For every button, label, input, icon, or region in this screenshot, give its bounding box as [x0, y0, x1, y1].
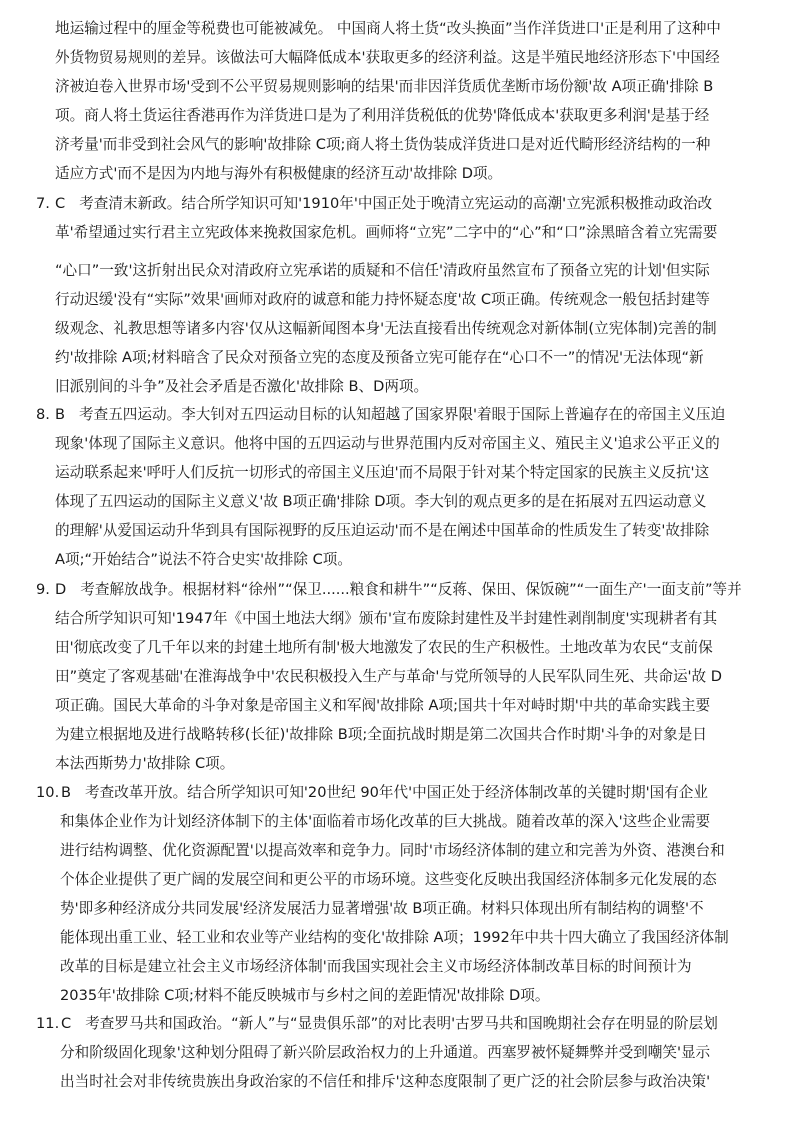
text-line: 外货物贸易规则的差异。该做法可大幅降低成本'获取更多的经济利益。这是半殖民地经济形态下'中国经 [55, 49, 720, 66]
text-line: 考查五四运动。李大钊对五四运动目标的认知超越了国家界限'着眼于国际上普遍存在的帝国主义压迫 [79, 406, 726, 423]
text-line: 考查解放战争。根据材料“徐州”“保卫......粮食和耕牛”“反蒋、保田、保饭碗”“一面生产'一面支前”等并 [80, 581, 742, 598]
text-line: 本法西斯势力'故排除 C项。 [55, 755, 235, 772]
answer-letter: B [61, 784, 72, 801]
text-line: 能体现出重工业、轻工业和农业等产业结构的变化'故排除 A项；1992年中共十四大确立了我国经济体制 [60, 929, 729, 946]
intro-paragraph [55, 14, 767, 188]
text-line: 项。商人将土货运往香港再作为洋货进口是为了利用洋货税低的优势'降低成本'获取更多利润'是基于经 [55, 107, 710, 124]
text-line: 革'希望通过实行君主立宪政体来挽救国家危机。画师将“立宪”二字中的“心”和“口”涂黑暗含着立宪需要 [55, 224, 718, 241]
question-number: 7. [36, 195, 50, 212]
answer-letter: C [55, 195, 66, 212]
text-line: 运动联系起来'呼吁人们反抗一切形式的帝国主义压迫'而不局限于针对某个特定国家的民族主义反抗'这 [55, 464, 710, 481]
text-line: 旧派别间的斗争”及社会矛盾是否激化'故排除 B、D两项。 [55, 378, 429, 395]
answer-letter: D [55, 581, 67, 598]
text-line: 进行结构调整、优化资源配置'以提高效率和竞争力。同时'市场经济体制的建立和完善为外资、港澳台和 [60, 842, 725, 859]
text-line: 和集体企业作为计划经济体制下的主体'面临着市场化改革的巨大挑战。随着改革的深入'这些企业需要 [60, 813, 711, 830]
text-line: 行动迟缓'没有“实际”效果'画师对政府的诚意和能力持怀疑态度'故 C项正确。传统观念一般包括封建等 [55, 291, 710, 308]
text-line: 考查清末新政。结合所学知识可知'1910年'中国正处于晚清立宪运动的高潮'立宪派积极推动政治改 [79, 195, 713, 212]
text-line: 济被迫卷入世界市场'受到不公平贸易规则影响的结果'而非因洋货质优垄断市场份额'故 A项正确'排除 B [55, 78, 714, 95]
text-line: 田'彻底改变了几千年以来的封建土地所有制'极大地激发了农民的生产积极性。土地改革为农民“支前保 [55, 639, 713, 656]
text-line: 结合所学知识可知'1947年《中国土地法大纲》颁布'宣布废除封建性及半封建性剥削制度'实现耕者有其 [55, 610, 718, 627]
question-10 [36, 778, 767, 1010]
question-number: 10. [36, 784, 60, 801]
answer-letter: C [61, 1015, 72, 1032]
text-line: 约'故排除 A项;材料暗含了民众对预备立宪的态度及预备立宪可能存在“心口不一”的情况'无法体现“新 [55, 349, 704, 366]
text-line: A项;“开始结合”说法不符合史实'故排除 C项。 [55, 551, 352, 568]
text-line: 为建立根据地及进行战略转移(长征)'故排除 B项;全面抗战时期是第二次国共合作时期'斗争的对象是日 [55, 726, 707, 743]
question-7 [36, 189, 767, 401]
question-11 [36, 1009, 767, 1096]
text-line: 体现了五四运动的国际主义意义'故 B项正确'排除 D项。李大钊的观点更多的是在拓展对五四运动意义 [55, 493, 707, 510]
text-line: 地运输过程中的厘金等税费也可能被减免。 中国商人将土货“改头换面”当作洋货进口'正是利用了这种中 [55, 20, 721, 37]
text-line: 济考量'而非受到社会风气的影响'故排除 C项;商人将土货伪装成洋货进口是对近代畸形经济结构的一种 [55, 136, 711, 153]
text-line: 级观念、礼教思想等诸多内容'仅从这幅新闻图本身'无法直接看出传统观念对新体制(立宪体制)完善的制 [55, 320, 717, 337]
text-line: 的理解'从爱国运动升华到具有国际视野的反压迫运动'而不是在阐述中国革命的性质发生了转变'故排除 [55, 522, 710, 539]
question-8 [36, 400, 767, 574]
question-number: 8. [36, 406, 50, 423]
text-line: 田”奠定了客观基础'在淮海战争中'农民积极投入生产与革命'与党所领导的人民军队同生死、共命运'故 D [55, 668, 723, 685]
text-line: 分和阶级固化现象'这种划分阻碍了新兴阶层政治权力的上升通道。西塞罗被怀疑舞弊并受到嘲笑'显示 [60, 1044, 711, 1061]
text-line: “心口”一致'这折射出民众对清政府立宪承诺的质疑和不信任'清政府虽然宣布了预备立宪的计划'但实际 [55, 262, 710, 279]
text-line: 项正确。国民大革命的斗争对象是帝国主义和军阀'故排除 A项;国共十年对峙时期'中共的革命实践主要 [55, 697, 711, 714]
text-line: 势'即多种经济成分共同发展'经济发展活力显著增强'故 B项正确。材料只体现出所有制结构的调整'不 [60, 900, 704, 917]
question-number: 11. [36, 1015, 60, 1032]
text-line: 个体企业提供了更广阔的发展空间和更公平的市场环境。这些变化反映出我国经济体制多元化发展的态 [60, 871, 717, 888]
text-line: 考查罗马共和国政治。“新人”与“显贵俱乐部”的对比表明'古罗马共和国晚期社会存在明显的阶层划 [85, 1015, 718, 1032]
text-line: 考查改革开放。结合所学知识可知'20世纪 90年代'中国正处于经济体制改革的关键时期'国有企业 [85, 784, 708, 801]
question-9 [36, 575, 767, 778]
text-line: 适应方式'而不是因为内地与海外有积极健康的经济互动'故排除 D项。 [55, 165, 503, 182]
text-line: 出当时社会对非传统贵族出身政治家的不信任和排斥'这种态度限制了更广泛的社会阶层参与政治决策' [60, 1073, 711, 1090]
answer-letter: B [55, 406, 66, 423]
question-number: 9. [36, 581, 50, 598]
text-line: 2035年'故排除 C项;材料不能反映城市与乡村之间的差距情况'故排除 D项。 [60, 987, 550, 1004]
text-line: 改革的目标是建立社会主义市场经济体制'而我国实现社会主义市场经济体制改革目标的时间预计为 [60, 958, 692, 975]
text-line: 现象'体现了国际主义意识。他将中国的五四运动与世界范围内反对帝国主义、殖民主义'追求公平正义的 [55, 435, 720, 452]
